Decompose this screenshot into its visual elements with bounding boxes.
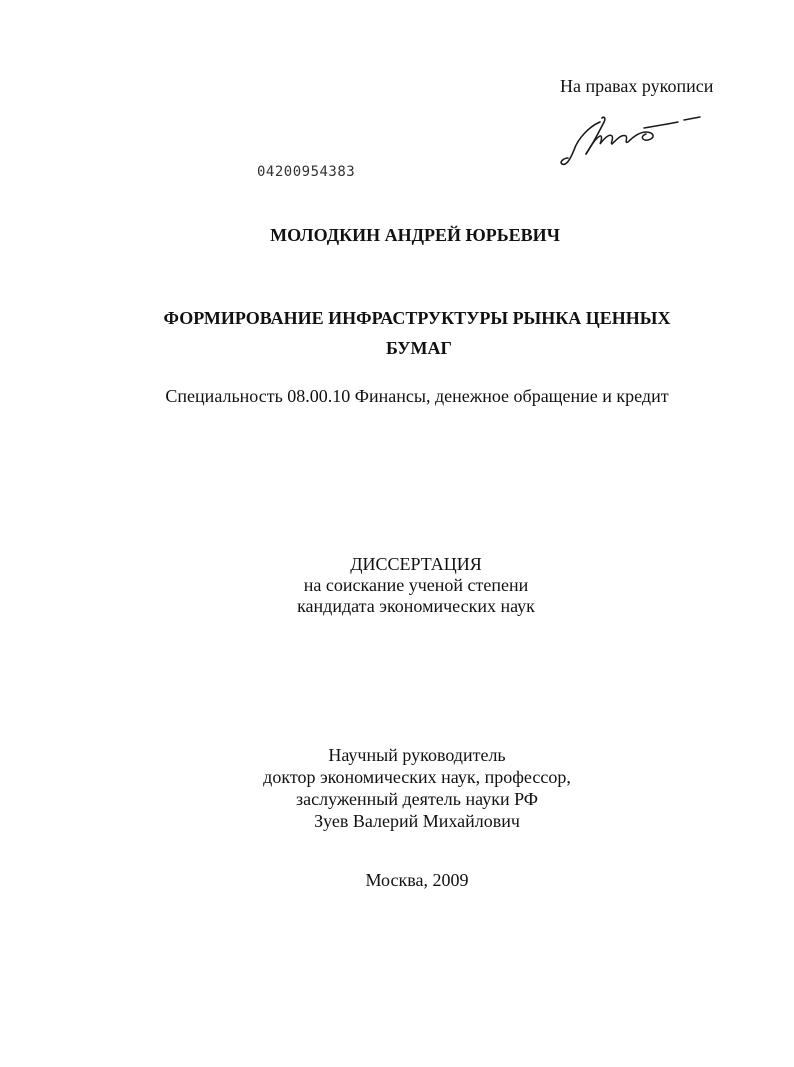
supervisor-degree: доктор экономических наук, профессор, — [263, 767, 571, 787]
handwritten-signature — [560, 108, 710, 170]
place-year: Москва, 2009 — [365, 870, 469, 890]
archive-number: 04200954383 — [257, 164, 356, 180]
specialty-line: Специальность 08.00.10 Финансы, денежное обращение и кредит — [165, 386, 669, 406]
dissertation-block — [0, 554, 794, 617]
supervisor-role: Научный руководитель — [328, 745, 506, 765]
dissertation-purpose-line-1: на соискание ученой степени — [303, 575, 529, 595]
supervisor-block — [0, 744, 794, 832]
author-name: МОЛОДКИН АНДРЕЙ ЮРЬЕВИЧ — [270, 225, 560, 245]
supervisor-name: Зуев Валерий Михайлович — [314, 811, 520, 831]
title-line-1: ФОРМИРОВАНИЕ ИНФРАСТРУКТУРЫ РЫНКА ЦЕННЫХ — [163, 308, 671, 328]
supervisor-honor: заслуженный деятель науки РФ — [296, 789, 538, 809]
dissertation-type: ДИССЕРТАЦИЯ — [350, 554, 482, 574]
title-line-2: БУМАГ — [386, 338, 452, 358]
dissertation-purpose-line-2: кандидата экономических наук — [297, 596, 535, 616]
rights-note: На правах рукописи — [560, 76, 714, 96]
